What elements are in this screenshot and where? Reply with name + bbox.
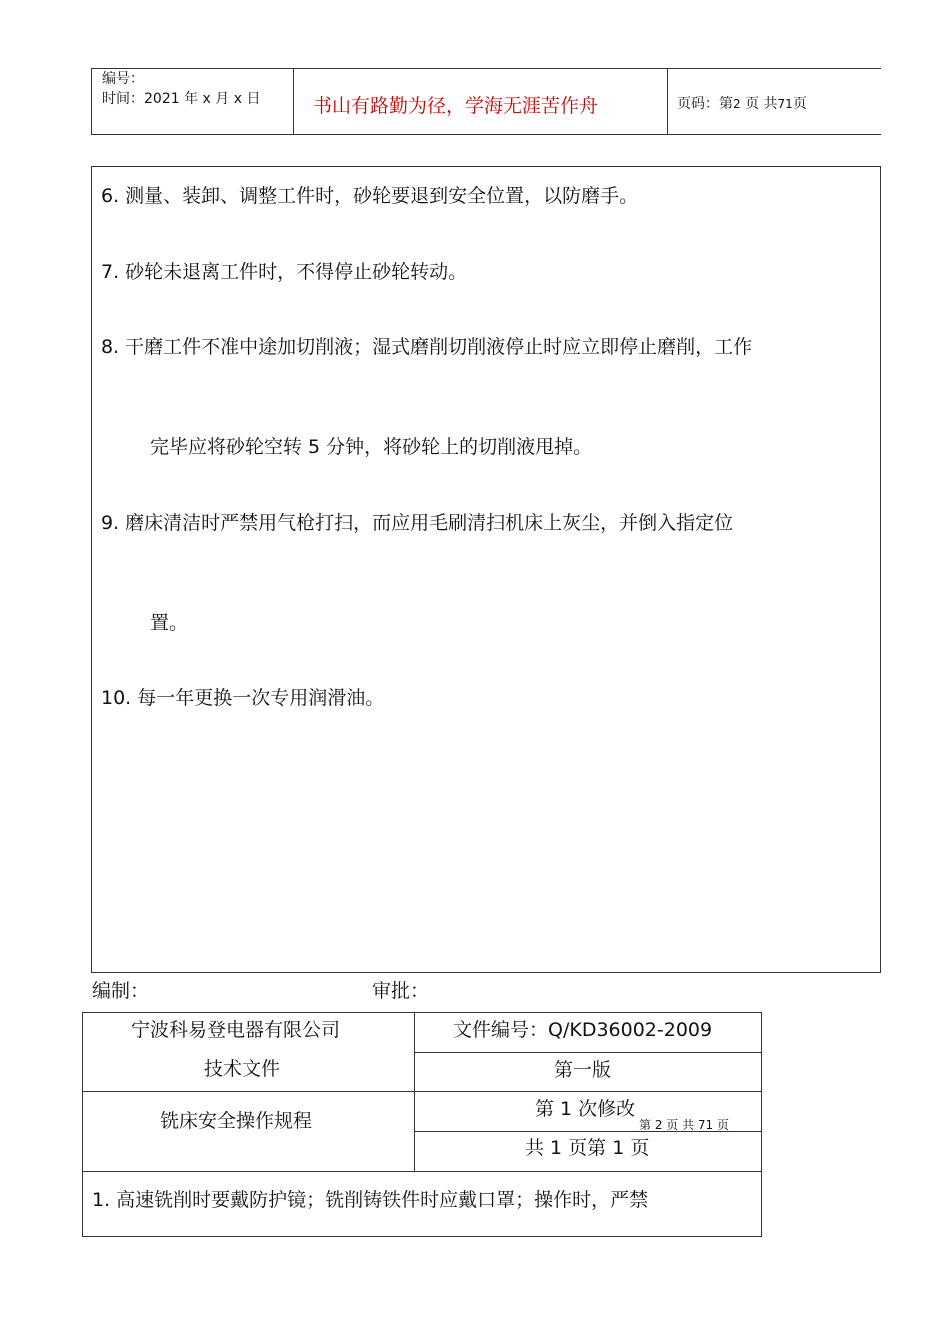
revision: 第 1 次修改 [535, 1098, 636, 1120]
compiled-label: 编制： [92, 980, 150, 1002]
table-divider [83, 1091, 762, 1092]
item-8-line-1: 8. 干磨工件不准中途加切削液；湿式磨削切削液停止时应立即停止磨削，工作 [101, 336, 753, 358]
page-suffix: 页 [792, 96, 807, 112]
item-9-line-2: 置。 [150, 612, 189, 634]
motto: 书山有路勤为径，学海无涯苦作舟 [313, 95, 599, 117]
doc-title: 铣床安全操作规程 [160, 1110, 313, 1132]
page-current: 2 [733, 97, 741, 111]
page-number [677, 93, 807, 113]
item-9-line-1: 9. 磨床清洁时严禁用气枪打扫，而应用毛刷清扫机床上灰尘，并倒入指定位 [101, 512, 734, 534]
table-divider [83, 1171, 762, 1172]
table-divider [414, 1052, 762, 1053]
table-divider-vertical [414, 1013, 415, 1171]
page-total: 71 [777, 97, 793, 111]
header-info-cell [92, 69, 294, 134]
doc-type: 技术文件 [204, 1058, 281, 1080]
time-label: 时间：2021 年 x 月 x 日 [102, 91, 261, 107]
table-item-1: 1. 高速铣削时要戴防护镜；铣削铸铁件时应戴口罩；操作时，严禁 [92, 1189, 649, 1211]
header-motto-cell [293, 69, 668, 134]
page-count: 共 1 页第 1 页 [525, 1137, 650, 1159]
item-10: 10. 每一年更换一次专用润滑油。 [101, 687, 385, 709]
page-overlay: 第 2 页 共 71 页 [639, 1118, 729, 1132]
item-7: 7. 砂轮未退离工件时，不得停止砂轮转动。 [101, 261, 468, 283]
page-prefix: 页码：第 [677, 96, 733, 112]
edition: 第一版 [554, 1059, 612, 1081]
page-mid: 页 共 [745, 96, 778, 112]
content-box [91, 166, 881, 973]
doc-number: 文件编号：Q/KD36002-2009 [453, 1019, 713, 1041]
number-label: 编号： [102, 71, 144, 87]
header-table [91, 68, 881, 135]
header-page-cell [667, 69, 882, 134]
approved-label: 审批： [372, 980, 430, 1002]
company-name: 宁波科易登电器有限公司 [131, 1019, 341, 1041]
item-8-line-2: 完毕应将砂轮空转 5 分钟，将砂轮上的切削液甩掉。 [150, 436, 593, 458]
document-info-table [82, 1012, 762, 1237]
item-6: 6. 测量、装卸、调整工件时，砂轮要退到安全位置，以防磨手。 [101, 185, 639, 207]
